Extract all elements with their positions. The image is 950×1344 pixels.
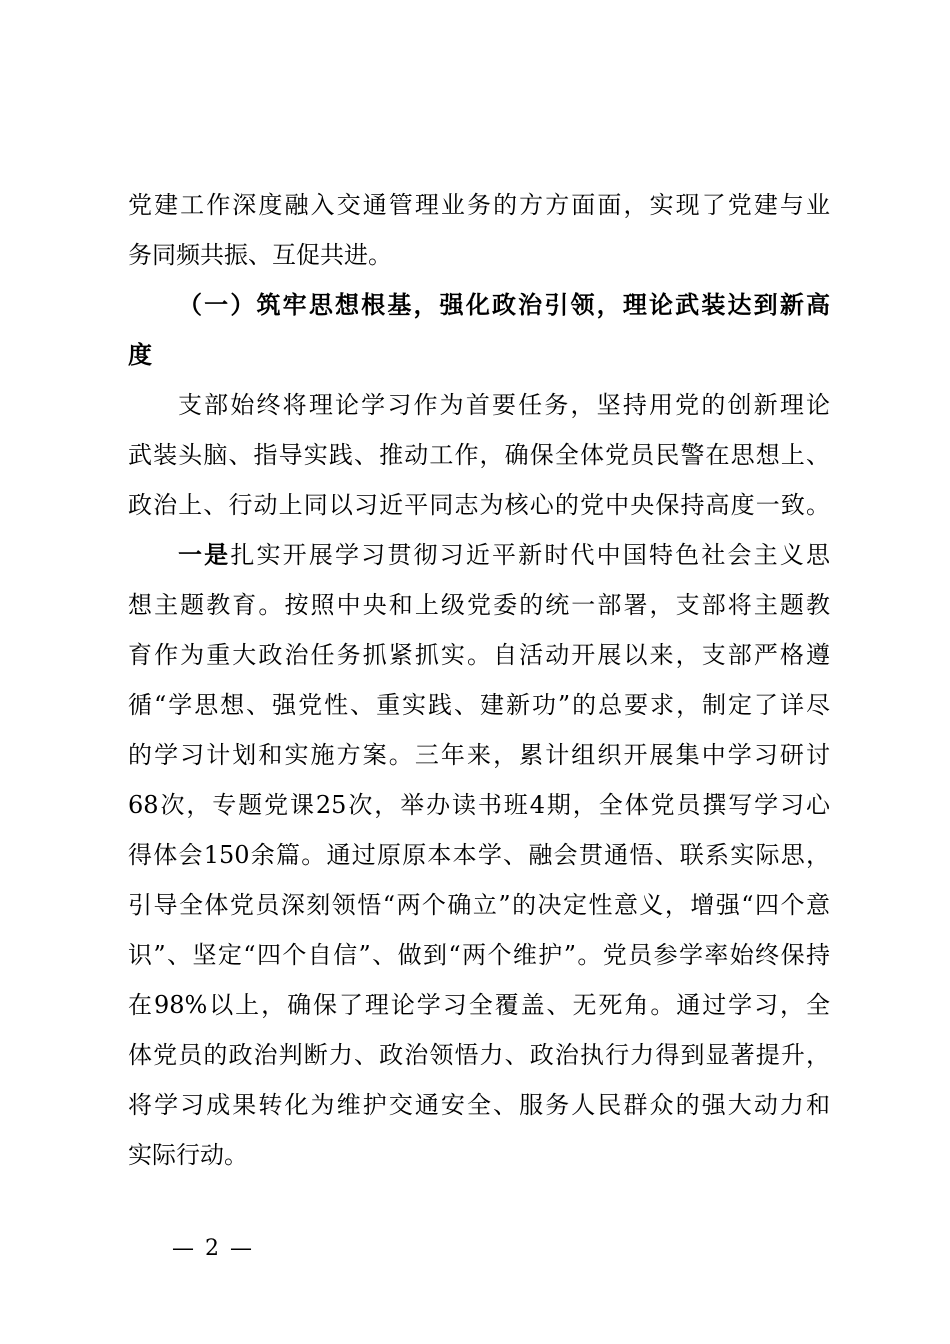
lead-label: 一是	[178, 540, 231, 569]
text-line: 务同频共振、互促共进。	[128, 241, 392, 269]
text-line: 育作为重大政治任务抓紧抓实。自活动开展以来，支部严格遵	[128, 641, 830, 669]
text-line	[128, 530, 830, 580]
text-line: 得体会150余篇。通过原原本本学、融会贯通悟、联系实际思，	[128, 841, 830, 869]
text-line: 将学习成果转化为维护交通安全、服务人民群众的强大动力和	[128, 1091, 830, 1119]
text-line: 党建工作深度融入交通管理业务的方方面面，实现了党建与业	[128, 191, 830, 219]
section-heading: （一）筑牢思想根基，强化政治引领，理论武装达到新高	[178, 290, 830, 319]
text-line: 政治上、行动上同以习近平同志为核心的党中央保持高度一致。	[128, 491, 830, 519]
text-line: 支部始终将理论学习作为首要任务，坚持用党的创新理论	[178, 391, 830, 419]
text-span: 扎实开展学习贯彻习近平新时代中国特色社会主义思	[230, 541, 831, 569]
document-body	[128, 180, 830, 1180]
text-line: 识”、坚定“四个自信”、做到“两个维护”。党员参学率始终保持	[128, 941, 830, 969]
text-line: 的学习计划和实施方案。三年来，累计组织开展集中学习研讨	[128, 741, 830, 769]
text-line: 实际行动。	[128, 1141, 248, 1169]
text-line: 引导全体党员深刻领悟“两个确立”的决定性意义，增强“四个意	[128, 891, 830, 919]
text-line: 体党员的政治判断力、政治领悟力、政治执行力得到显著提升，	[128, 1041, 830, 1069]
text-line: 循“学思想、强党性、重实践、建新功”的总要求，制定了详尽	[128, 691, 830, 719]
text-line: 想主题教育。按照中央和上级党委的统一部署，支部将主题教	[128, 591, 830, 619]
text-line: 武装头脑、指导实践、推动工作，确保全体党员民警在思想上、	[128, 441, 830, 469]
text-line: 68次，专题党课25次，举办读书班4期，全体党员撰写学习心	[128, 791, 830, 819]
text-line: 在98%以上，确保了理论学习全覆盖、无死角。通过学习，全	[128, 991, 830, 1019]
section-heading: 度	[128, 340, 152, 369]
page-number: — 2 —	[172, 1236, 254, 1261]
